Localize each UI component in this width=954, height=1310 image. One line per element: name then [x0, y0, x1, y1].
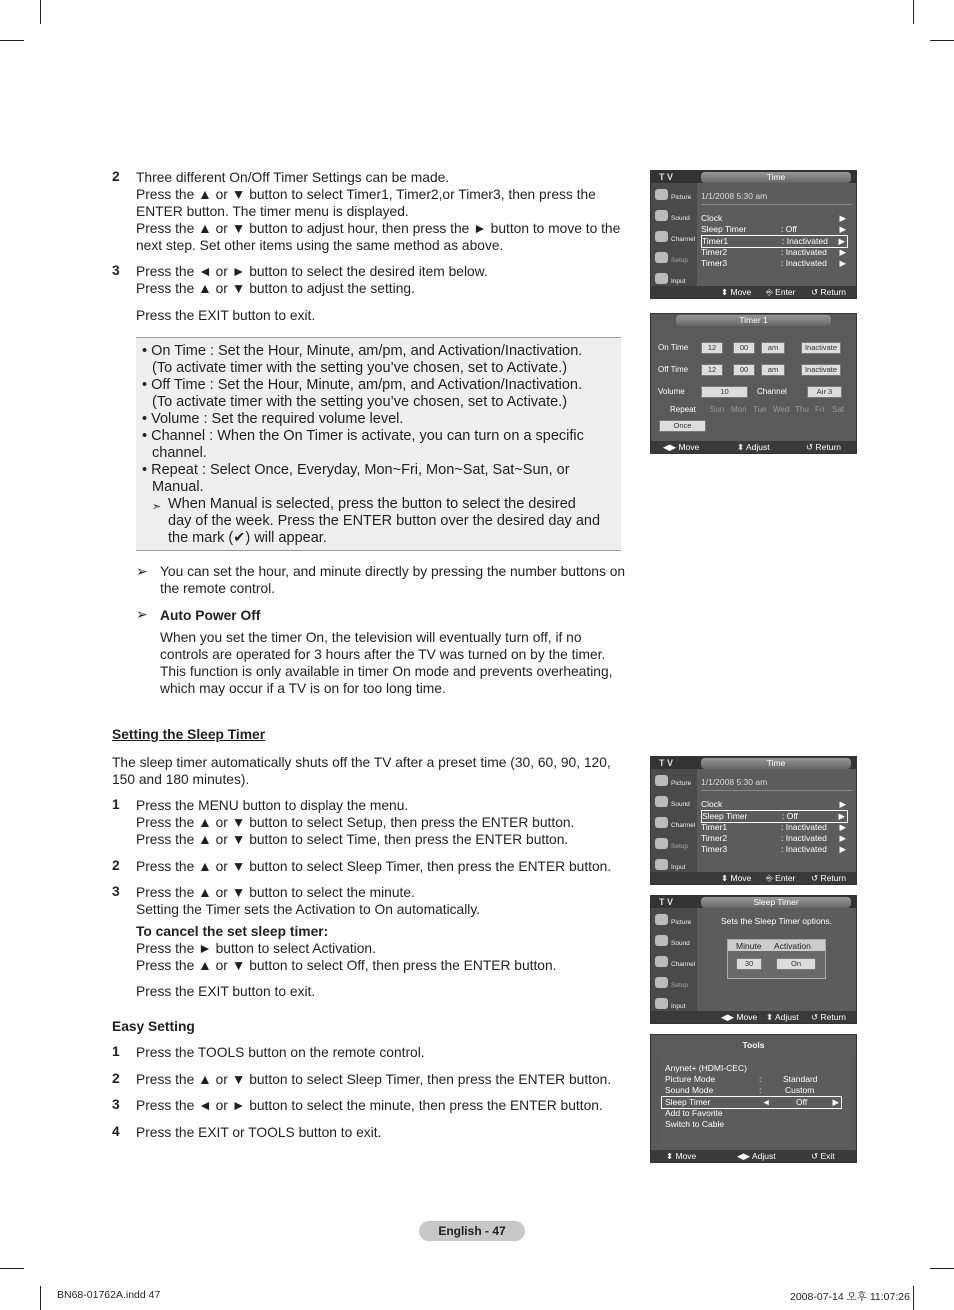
section-heading: Easy Setting [112, 1019, 195, 1034]
box-line: • Volume : Set the required volume level. [142, 411, 404, 427]
sound-icon [655, 210, 668, 221]
box-line: day of the week. Press the ENTER button over the desired day and [168, 513, 601, 529]
step-number: 2 [112, 858, 120, 873]
date-slug: 2008-07-14 오후 11:07:26 [790, 1291, 910, 1303]
input-icon [655, 859, 668, 870]
step-text: Press the MENU button to display the menu. Press the ▲ or ▼ button to select Setup, then press the ENTER button. Press the ▲ or ▼ button to select Time, then press the ENTER button. [136, 798, 575, 847]
box-line: When Manual is selected, press the button to select the desired [168, 496, 576, 512]
sleep-intro: The sleep timer automatically shuts off the TV after a preset time (30, 60, 90, 120, 150 and 180 minutes). [112, 755, 611, 787]
osd-sidebar: Picture Sound Channel Setup Input [651, 183, 697, 286]
box-line: the mark (✔) will appear. [168, 530, 327, 546]
osd-tools-menu: Tools Anynet+ (HDMI-CEC) Picture Mode : Standard Sound Mode : Custom Sleep Timer ◄ Off ▶ Add to Favorite Switch to Cable ⬍ Move ◀▶ Adjust ↺ Exit [650, 1034, 857, 1163]
step-text: Press the ◄ or ► button to select the minute, then press the ENTER button. [136, 1098, 603, 1113]
step-text: Three different On/Off Timer Settings can be made. Press the ▲ or ▼ button to select Timer1, Timer2,or Timer3, then press the ENTER button. The timer menu is displayed. Press the ▲ or ▼ button to adjust hour, then press the ► button to move to the next step. Set other items using the same method as above. [136, 170, 621, 253]
crop-mark [0, 1268, 24, 1269]
step-text: Press the EXIT or TOOLS button to exit. [136, 1125, 382, 1140]
channel-icon [655, 231, 668, 242]
channel-icon [655, 817, 668, 828]
picture-icon [655, 775, 668, 786]
auto-power-text: When you set the timer On, the television will eventually turn off, if no controls are operated for 3 hours after the TV was turned on by the timer. This function is only available in timer On mode and prevents overheating, which may occur if a TV is on for too long time. [160, 630, 613, 696]
step-text: Press the ▲ or ▼ button to select Sleep Timer, then press the ENTER button. [136, 859, 612, 874]
auto-power-title: Auto Power Off [160, 608, 261, 623]
crop-mark [40, 0, 41, 24]
picture-icon [655, 189, 668, 200]
osd-title: Timer 1 [676, 315, 831, 326]
note-text: You can set the hour, and minute directly by pressing the number buttons on the remote control. [160, 564, 626, 596]
crop-mark [930, 1268, 954, 1269]
crop-mark [40, 1286, 41, 1310]
page-number-badge: English - 47 [419, 1221, 525, 1241]
input-icon [655, 998, 668, 1009]
info-box [136, 337, 621, 551]
box-line: (To activate timer with the setting you’ve chosen, set to Activate.) [152, 360, 568, 376]
note-arrow-icon: ➢ [136, 606, 148, 622]
crop-mark [913, 1286, 914, 1310]
step-number: 2 [112, 169, 120, 184]
note-arrow-icon: ➣ [152, 501, 162, 513]
osd-time-menu-sleep: T V Time Picture Sound Channel Setup Input 1/1/2008 5:30 am Clock ▶ Sleep Timer : Off ▶ Timer1 : Inactivated ▶ Timer2 : Inactivated ▶ Timer3 : Inactivated ▶ ⬍ Move ⎆ Enter ↺ Return [650, 756, 857, 885]
crop-mark [0, 40, 24, 41]
step-number: 3 [112, 1097, 120, 1112]
box-line: • Off Time : Set the Hour, Minute, am/pm, and Activation/Inactivation. [142, 377, 583, 393]
box-line: • Repeat : Select Once, Everyday, Mon~Fri, Mon~Sat, Sat~Sun, or [142, 462, 570, 478]
step-text: Press the ▲ or ▼ button to select Sleep Timer, then press the ENTER button. [136, 1072, 612, 1087]
step-text: Press the ◄ or ► button to select the desired item below. Press the ▲ or ▼ button to adjust the setting. Press the EXIT button to exit. [136, 264, 488, 323]
osd-timer1-menu: Timer 1 On Time 12 00 am Inactivate Off Time 12 00 am Inactivate Volume 10 Channel Air 3 Repeat Sun Mon Tue Wed Thu Fri Sat Once ◀▶ Move ⬍ Adjust ↺ Return [650, 313, 857, 454]
box-line: channel. [152, 445, 207, 461]
step-text: Press the ▲ or ▼ button to select the minute. Setting the Timer sets the Activation to On automatically. To cancel the set sleep timer: Press the ► button to select Activation. Press the ▲ or ▼ button to select Off, then press the ENTER button. Press the EXIT button to exit. [136, 885, 557, 999]
box-line: Manual. [152, 479, 204, 495]
osd-title: Time [701, 172, 851, 183]
step-number: 3 [112, 884, 120, 899]
setup-icon [655, 252, 668, 263]
picture-icon [655, 914, 668, 925]
crop-mark [913, 0, 914, 24]
box-line: • On Time : Set the Hour, Minute, am/pm, and Activation/Inactivation. [142, 343, 583, 359]
osd-time-menu: T V Time Picture Sound Channel Setup Input 1/1/2008 5:30 am Clock ▶ Sleep Timer : Off ▶ Timer1 : Inactivated ▶ Timer2 : Inactivated ▶ Timer3 : Inactivated ▶ ⬍ Move ⎆ Enter ↺ Return [650, 170, 857, 299]
box-line: • Channel : When the On Timer is activate, you can turn on a specific [142, 428, 584, 444]
file-slug: BN68-01762A.indd 47 [57, 1289, 161, 1301]
setup-icon [655, 838, 668, 849]
step-number: 1 [112, 797, 120, 812]
box-line: (To activate timer with the setting you’ve chosen, set to Activate.) [152, 394, 568, 410]
channel-icon [655, 956, 668, 967]
crop-mark [930, 40, 954, 41]
setup-icon [655, 977, 668, 988]
sound-icon [655, 935, 668, 946]
input-icon [655, 273, 668, 284]
sound-icon [655, 796, 668, 807]
step-text: Press the TOOLS button on the remote control. [136, 1045, 425, 1060]
step-number: 4 [112, 1124, 120, 1139]
step-number: 2 [112, 1071, 120, 1086]
step-number: 3 [112, 263, 120, 278]
step-number: 1 [112, 1044, 120, 1059]
osd-sleep-timer: T V Sleep Timer Picture Sound Channel Setup Input Sets the Sleep Timer options. Minute Activation 30 On ◀▶ Move ⬍ Adjust ↺ Return [650, 895, 857, 1024]
note-arrow-icon: ➢ [136, 563, 148, 579]
section-heading: Setting the Sleep Timer [112, 727, 266, 742]
